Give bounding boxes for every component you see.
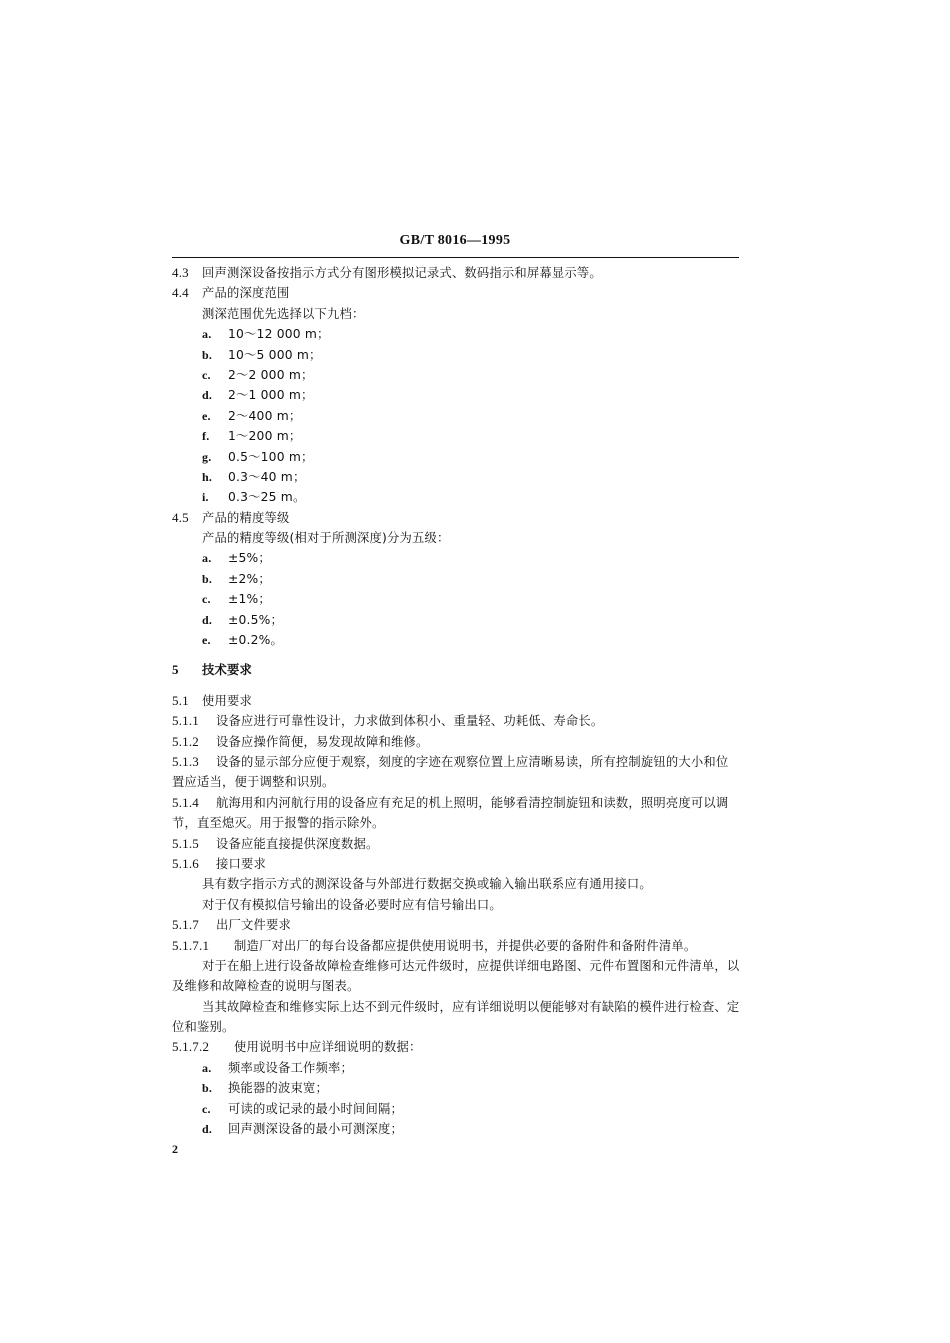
list-item — [172, 1078, 742, 1098]
section-5-1-4-cont: 节，直至熄灭。用于报警的指示除外。 — [172, 816, 385, 831]
item-letter: c. — [202, 367, 211, 382]
item-text: ±2%； — [228, 571, 271, 586]
item-text: 0.5～100 m； — [228, 449, 314, 464]
section-text: 使用说明书中应详细说明的数据： — [234, 1040, 422, 1055]
section-5-1-4 — [172, 793, 742, 813]
item-letter: i. — [202, 490, 209, 505]
section-number: 5.1.7.1 — [172, 937, 210, 953]
item-letter: e. — [202, 408, 211, 423]
item-letter: a. — [202, 551, 212, 566]
section-4-4-heading — [172, 283, 742, 303]
section-4-3 — [172, 263, 742, 283]
paragraph: 对于仅有模拟信号输出的设备必要时应有信号输出口。 — [202, 897, 502, 912]
item-text: 换能器的波束宽； — [228, 1081, 328, 1096]
section-text: 航海用和内河航行用的设备应有充足的机上照明，能够看清控制旋钮和读数，照明亮度可以调 — [216, 795, 729, 810]
section-text: 设备应进行可靠性设计，力求做到体积小、重量轻、功耗低、寿命长。 — [216, 714, 604, 729]
header-rule — [172, 257, 739, 258]
list-item — [172, 467, 742, 487]
section-text: 设备的显示部分应便于观察，刻度的字迹在观察位置上应清晰易读，所有控制旋钮的大小和位 — [216, 754, 729, 769]
item-letter: b. — [202, 1081, 213, 1096]
section-number: 5 — [172, 662, 179, 678]
list-item — [172, 1119, 742, 1139]
section-5-1-3 — [172, 752, 742, 772]
item-text: 10～5 000 m； — [228, 347, 322, 362]
item-text: 2～400 m； — [228, 408, 302, 423]
item-letter: a. — [202, 327, 212, 342]
list-item — [172, 589, 742, 609]
section-number: 5.1.3 — [172, 753, 199, 769]
list-item — [172, 610, 742, 630]
section-5-1-heading — [172, 691, 742, 711]
item-letter: g. — [202, 449, 212, 464]
section-5-1-7-2 — [172, 1037, 742, 1057]
item-text: ±0.5%； — [228, 612, 284, 627]
section-number: 4.3 — [172, 265, 189, 280]
section-5-heading — [172, 660, 742, 680]
section-5-1-7-heading — [172, 915, 742, 935]
section-number: 5.1.7.2 — [172, 1039, 210, 1055]
section-5-1-3-cont: 置应适当，便于调整和识别。 — [172, 775, 335, 790]
section-5-1-2 — [172, 732, 742, 752]
section-number: 5.1 — [172, 692, 189, 708]
section-text: 设备应操作简便，易发现故障和维修。 — [216, 734, 429, 749]
list-item — [172, 365, 742, 385]
list-item — [172, 630, 742, 650]
item-text: ±0.2%。 — [228, 633, 284, 648]
paragraph: 对于在船上进行设备故障检查维修可达元件级时，应提供详细电路图、元件布置图和元件清单，以 — [202, 958, 740, 973]
paragraph: 具有数字指示方式的测深设备与外部进行数据交换或输入输出联系应有通用接口。 — [202, 877, 652, 892]
section-5-1-7-1 — [172, 936, 742, 956]
spacer — [172, 650, 742, 660]
paragraph-cont: 位和鉴别。 — [172, 1020, 235, 1035]
section-text: 制造厂对出厂的每台设备都应提供使用说明书，并提供必要的备附件和备附件清单。 — [234, 938, 697, 953]
item-text: ±5%； — [228, 551, 271, 566]
list-item — [172, 548, 742, 568]
section-4-5-heading — [172, 508, 742, 528]
item-text: 10～12 000 m； — [228, 327, 330, 342]
section-4-4-intro: 测深范围优先选择以下九档： — [202, 306, 365, 321]
standard-header: GB/T 8016—1995 — [399, 233, 511, 248]
item-letter: d. — [202, 1122, 213, 1137]
item-text: 可读的或记录的最小时间间隔； — [228, 1101, 403, 1116]
section-number: 5.1.1 — [172, 713, 199, 729]
list-item — [172, 447, 742, 467]
item-text: 0.3～25 m。 — [228, 490, 306, 505]
section-title: 出厂文件要求 — [216, 918, 291, 933]
section-number: 5.1.7 — [172, 917, 199, 933]
item-text: 回声测深设备的最小可测深度； — [228, 1122, 403, 1137]
section-title: 产品的深度范围 — [202, 286, 290, 301]
section-title: 技术要求 — [202, 663, 252, 678]
section-number: 5.1.4 — [172, 794, 199, 810]
section-number: 5.1.2 — [172, 733, 199, 749]
item-text: 2～2 000 m； — [228, 367, 314, 382]
section-text: 回声测深设备按指示方式分有图形模拟记录式、数码指示和屏幕显示等。 — [202, 266, 602, 280]
item-letter: d. — [202, 612, 213, 627]
item-text: 频率或设备工作频率； — [228, 1060, 353, 1075]
item-letter: c. — [202, 592, 211, 607]
section-number: 4.4 — [172, 285, 189, 301]
section-title: 使用要求 — [202, 693, 252, 708]
section-5-1-6-heading — [172, 854, 742, 874]
document-body — [172, 263, 742, 1139]
item-letter: b. — [202, 347, 213, 362]
item-letter: c. — [202, 1101, 211, 1116]
list-item — [172, 324, 742, 344]
section-title: 产品的精度等级 — [202, 510, 290, 525]
page-number: 2 — [172, 1142, 178, 1156]
list-item — [172, 569, 742, 589]
section-text: 设备应能直接提供深度数据。 — [216, 836, 379, 851]
item-letter: a. — [202, 1060, 212, 1075]
section-5-1-1 — [172, 711, 742, 731]
spacer — [172, 681, 742, 691]
section-5-1-5 — [172, 834, 742, 854]
section-4-5-intro: 产品的精度等级(相对于所测深度)分为五级： — [202, 531, 450, 546]
section-number: 4.5 — [172, 509, 189, 525]
paragraph-cont: 及维修和故障检查的说明与图表。 — [172, 979, 360, 994]
item-letter: h. — [202, 469, 213, 484]
item-letter: b. — [202, 571, 213, 586]
section-number: 5.1.6 — [172, 855, 199, 871]
paragraph: 当其故障检查和维修实际上达不到元件级时，应有详细说明以便能够对有缺陷的模件进行检查、定 — [202, 999, 740, 1014]
list-item — [172, 345, 742, 365]
item-letter: d. — [202, 388, 213, 403]
item-text: 1～200 m； — [228, 429, 302, 444]
section-number: 5.1.5 — [172, 835, 199, 851]
item-text: ±1%； — [228, 592, 271, 607]
item-letter: f. — [202, 429, 210, 444]
item-text: 0.3～40 m； — [228, 469, 306, 484]
list-item — [172, 406, 742, 426]
section-title: 接口要求 — [216, 856, 266, 871]
list-item — [172, 1058, 742, 1078]
list-item — [172, 1099, 742, 1119]
item-text: 2～1 000 m； — [228, 388, 314, 403]
list-item — [172, 487, 742, 507]
list-item — [172, 426, 742, 446]
item-letter: e. — [202, 633, 211, 648]
list-item — [172, 385, 742, 405]
